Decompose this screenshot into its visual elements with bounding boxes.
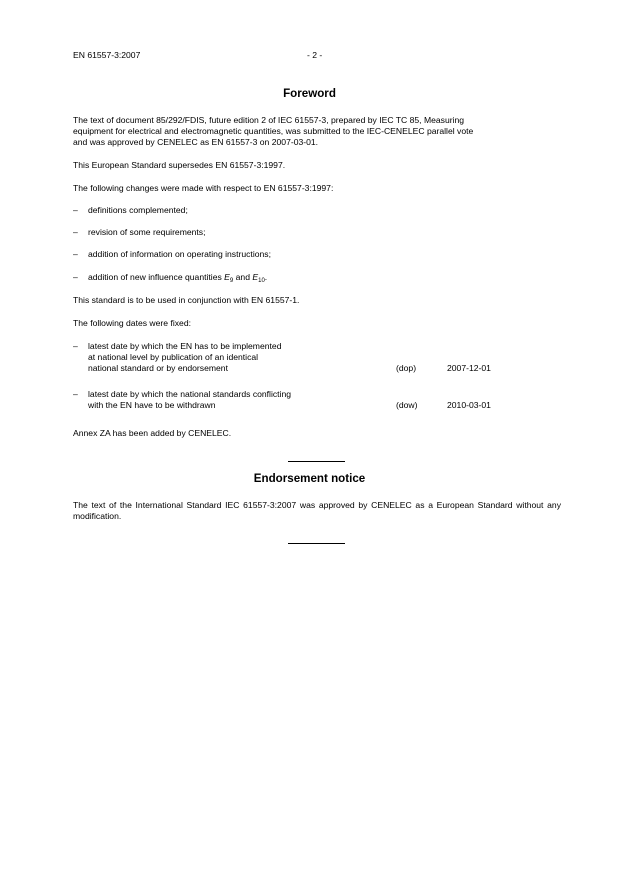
dow-line-2: with the EN have to be withdrawn xyxy=(88,400,216,410)
dates-intro: The following dates were fixed: xyxy=(73,318,191,328)
supersedes-text: This European Standard supersedes EN 61557-3:1997. xyxy=(73,160,286,170)
annex-text: Annex ZA has been added by CENELEC. xyxy=(73,428,232,438)
foreword-intro-line-3: and was approved by CENELEC as EN 61557-3 on 2007-03-01. xyxy=(73,137,319,147)
e-symbol: E xyxy=(252,272,259,282)
dop-code: (dop) xyxy=(396,363,417,373)
change-item-3: addition of information on operating instructions; xyxy=(88,249,271,259)
dash-bullet: – xyxy=(73,227,78,237)
dop-line-3: national standard or by endorsement xyxy=(88,363,228,373)
subscript-9: 9 xyxy=(229,278,234,284)
dash-bullet: – xyxy=(73,205,78,215)
change-item-2: revision of some requirements; xyxy=(88,227,206,237)
foreword-intro-line-2: equipment for electrical and electromagnetic quantities, was submitted to the IEC-CENELEC parallel vote xyxy=(73,126,474,136)
dow-code: (dow) xyxy=(396,400,418,410)
page-number: - 2 - xyxy=(307,50,323,60)
dash-bullet: – xyxy=(73,341,78,351)
change-item-4-prefix: addition of new influence quantities xyxy=(88,272,225,282)
dop-date: 2007-12-01 xyxy=(447,363,491,373)
and-text: and xyxy=(233,272,253,282)
conjunction-text: This standard is to be used in conjunction with EN 61557-1. xyxy=(73,295,300,305)
e-symbol: E xyxy=(224,272,230,282)
dop-line-2: at national level by publication of an identical xyxy=(88,352,259,362)
foreword-title: Foreword xyxy=(283,87,336,100)
change-item-1: definitions complemented; xyxy=(88,205,188,215)
endorsement-text: The text of the International Standard IEC 61557-3:2007 was approved by CENELEC as a European Standard without any modification. xyxy=(73,500,561,521)
section-divider xyxy=(288,461,345,462)
document-id: EN 61557-3:2007 xyxy=(73,50,141,60)
dash-bullet: – xyxy=(73,272,78,282)
dash-bullet: – xyxy=(73,389,78,399)
section-divider xyxy=(288,543,345,544)
dow-date: 2010-03-01 xyxy=(447,400,491,410)
change-item-4-suffix: . xyxy=(264,272,268,282)
dash-bullet: – xyxy=(73,249,78,259)
change-item-4 xyxy=(88,272,267,285)
dow-line-1: latest date by which the national standards conflicting xyxy=(88,389,292,399)
changes-intro: The following changes were made with respect to EN 61557-3:1997: xyxy=(73,183,334,193)
foreword-intro-line-1: The text of document 85/292/FDIS, future edition 2 of IEC 61557-3, prepared by IEC TC 85, Measuring xyxy=(73,115,465,125)
dop-line-1: latest date by which the EN has to be implemented xyxy=(88,341,282,351)
subscript-10: 10 xyxy=(258,278,265,284)
endorsement-title: Endorsement notice xyxy=(253,472,366,485)
